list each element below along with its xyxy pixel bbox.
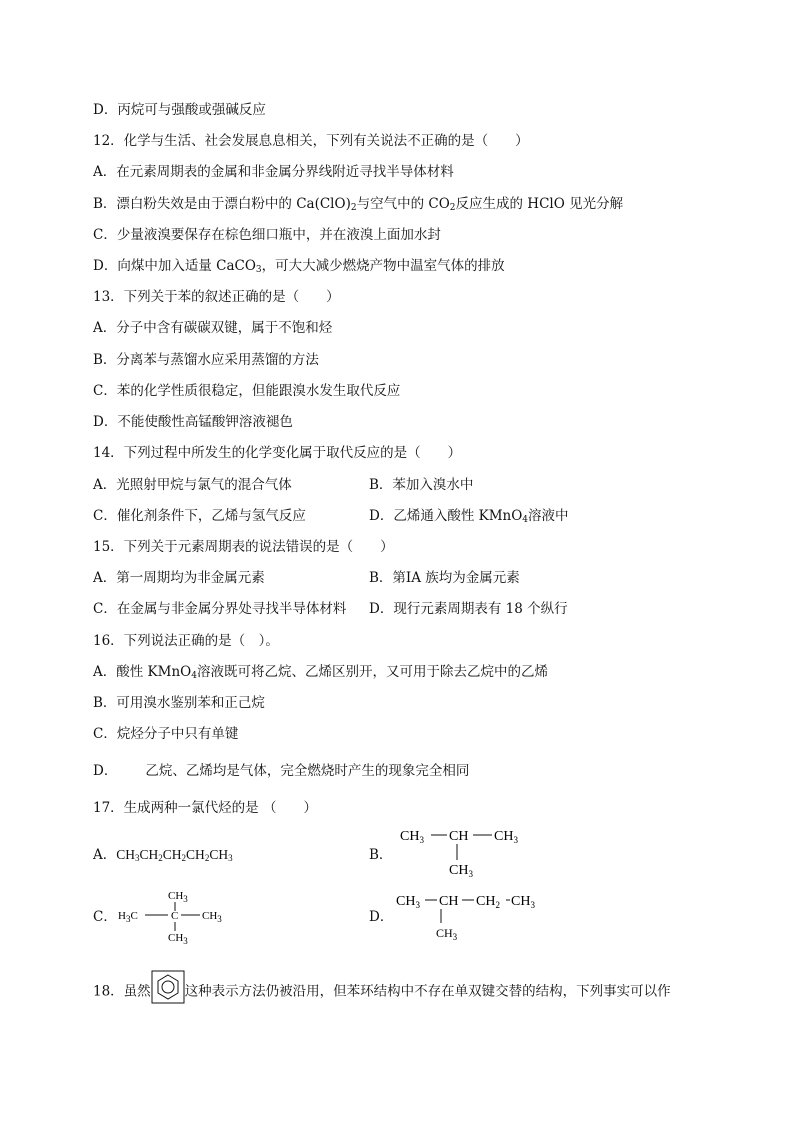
q15-option-a: A．第一周期均为非金属元素: [93, 570, 265, 586]
q16-option-c: C．烷烃分子中只有单键: [93, 726, 239, 742]
q17-option-c-label: C．: [93, 909, 117, 925]
q15-option-d: D．现行元素周期表有 18 个纵行: [369, 601, 568, 617]
benzene-ring-icon: [151, 970, 185, 1014]
q17-b-c1: $CH_3$: [400, 829, 424, 845]
q16-option-d: [93, 762, 469, 780]
q13-stem: 13．下列关于苯的叙述正确的是（ ）: [93, 289, 340, 305]
q13-option-b: B．分离苯与蒸馏水应采用蒸馏的方法: [93, 352, 319, 368]
q12-b-sub2: 2: [449, 203, 456, 213]
q17-option-d-label: D．: [369, 909, 394, 925]
q13-option-a: A．分子中含有碳碳双键，属于不饱和烃: [93, 320, 333, 336]
q17-a-formula: $CH_3CH_2CH_2CH_2CH_3$: [116, 847, 233, 863]
q14-d-part2: 溶液中: [528, 508, 569, 524]
q16-d-text: 乙烷、乙烯均是气体，完全燃烧时产生的现象完全相同: [145, 763, 470, 779]
q18-part1: 18．虽然: [93, 983, 151, 1000]
q16-d-label: D．: [93, 763, 118, 779]
q17-option-b-label: B．: [369, 847, 393, 863]
q17-option-d-structure: [396, 891, 541, 946]
q14-option-d: [369, 507, 569, 525]
q17-option-b-structure: [400, 826, 535, 881]
q14-option-a: A．光照射甲烷与氯气的混合气体: [93, 477, 292, 493]
q18-stem: [93, 970, 671, 1014]
q16-a-part2: 溶液既可将乙烷、乙烯区别开，又可用于除去乙烷中的乙烯: [196, 664, 548, 680]
q17-c-bottom: $CH_3$: [168, 932, 188, 946]
q12-d-sub: 3: [255, 265, 262, 275]
q12-option-c: C．少量液溴要保存在棕色细口瓶中，并在液溴上面加水封: [93, 227, 441, 243]
q18-part2: 这种表示方法仍被沿用，但苯环结构中不存在单双键交替的结构，下列事实可以作: [184, 983, 671, 1000]
q17-c-left: $H_3C$: [118, 910, 138, 924]
q17-b-c2: CH: [449, 829, 469, 844]
q17-b-svg: [400, 826, 535, 879]
q17-stem: 17．生成两种一氯代烃的是 （ ）: [93, 800, 317, 816]
q17-d-c3: $CH_2$: [476, 894, 500, 910]
q13-option-c: C．苯的化学性质很稳定，但能跟溴水发生取代反应: [93, 383, 401, 399]
q17-d-svg: [396, 891, 541, 941]
q14-option-b: B．苯加入溴水中: [369, 477, 474, 493]
q15-stem: 15．下列关于元素周期表的说法错误的是（ ）: [93, 539, 394, 555]
q16-stem: 16．下列说法正确的是（ ）。: [93, 633, 279, 649]
q14-d-part1: D．乙烯通入酸性 KMnO: [369, 508, 523, 524]
q16-a-part1: A．酸性 KMnO: [93, 664, 192, 680]
q12-stem: 12．化学与生活、社会发展息息相关，下列有关说法不正确的是（ ）: [93, 133, 529, 149]
q17-d-c2: CH: [439, 894, 459, 909]
q17-b-branch: $CH_3$: [449, 863, 473, 879]
q17-d-branch: $CH_3$: [436, 926, 458, 942]
q12-b-part3: 反应生成的 HClO 见光分解: [455, 196, 624, 212]
q16-option-a: [93, 663, 548, 681]
q11-option-d: D．丙烷可与强酸或强碱反应: [93, 102, 266, 118]
q12-d-part2: ，可大大减少燃烧产物中温室气体的排放: [261, 258, 505, 274]
q16-option-b: B．可用溴水鉴别苯和正己烷: [93, 695, 265, 711]
q14-d-sub: 4: [522, 515, 529, 525]
q17-option-c-structure: [118, 888, 233, 949]
q16-a-sub: 4: [191, 671, 197, 681]
q17-a-label: A．: [93, 847, 117, 863]
q15-option-c: C．在金属与非金属分界处寻找半导体材料: [93, 601, 347, 617]
q17-c-center: C: [171, 910, 179, 922]
q13-option-d: D．不能使酸性高锰酸钾溶液褪色: [93, 414, 293, 430]
q15-option-b: B．第ⅠA 族均为金属元素: [369, 570, 520, 586]
q17-d-c1: $CH_3$: [396, 894, 420, 910]
q17-c-top: $CH_3$: [168, 890, 188, 904]
q17-option-a: [93, 846, 233, 864]
q17-c-svg: [118, 888, 233, 944]
q14-option-c: C．催化剂条件下，乙烯与氢气反应: [93, 508, 306, 524]
benzene-svg: [151, 970, 185, 1004]
q17-c-right: $CH_3$: [202, 910, 222, 924]
q17-b-c3: $CH_3$: [494, 829, 518, 845]
q12-b-part2: 与空气中的 CO: [356, 196, 450, 212]
q12-option-b: [93, 195, 623, 213]
q14-stem: 14．下列过程中所发生的化学变化属于取代反应的是（ ）: [93, 445, 462, 461]
q12-option-a: A．在元素周期表的金属和非金属分界线附近寻找半导体材料: [93, 164, 454, 180]
q12-option-d: [93, 257, 505, 275]
q17-d-c4: $CH_3$: [511, 894, 535, 910]
q12-b-sub1: 2: [350, 203, 357, 213]
q12-b-part1: B．漂白粉失效是由于漂白粉中的 Ca(ClO): [93, 196, 351, 212]
q12-d-part1: D．向煤中加入适量 CaCO: [93, 258, 256, 274]
